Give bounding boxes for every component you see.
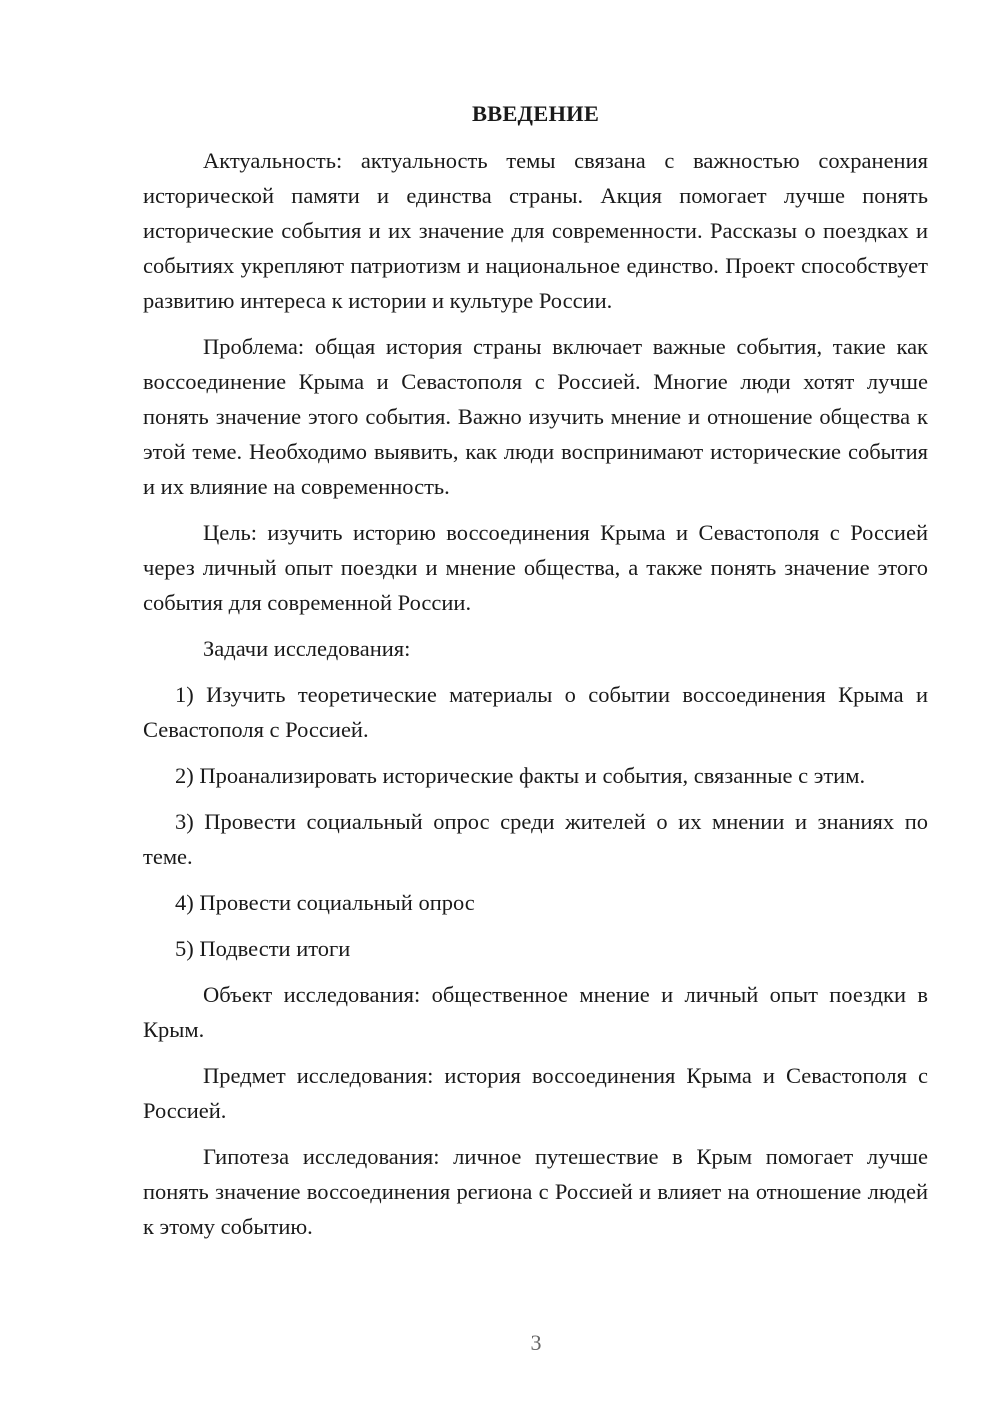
task-item: 4) Провести социальный опрос bbox=[175, 890, 475, 915]
hypothesis-paragraph: Гипотеза исследования: личное путешествие в Крым помогает лучше понять значение воссоединения региона с Россией и влияет на отношение людей к этому событию. bbox=[143, 1144, 928, 1239]
problem-paragraph: Проблема: общая история страны включает важные события, такие как воссоединение Крыма и Севастополя с Россией. Многие люди хотят лучше понять значение этого события. Важно изучить мнение и отношение общества к этой теме. Необходимо выявить, как люди воспринимают исторические события и их влияние на современность. bbox=[143, 334, 928, 499]
subject-paragraph: Предмет исследования: история воссоединения Крыма и Севастополя с Россией. bbox=[143, 1063, 928, 1123]
tasks-heading: Задачи исследования: bbox=[203, 636, 411, 661]
task-item: 1) Изучить теоретические материалы о событии воссоединения Крыма и Севастополя с Россией. bbox=[143, 682, 928, 742]
object-paragraph: Объект исследования: общественное мнение и личный опыт поездки в Крым. bbox=[143, 982, 928, 1042]
goal-paragraph: Цель: изучить историю воссоединения Крыма и Севастополя с Россией через личный опыт поездки и мнение общества, а также понять значение этого события для современной России. bbox=[143, 520, 928, 615]
relevance-paragraph: Актуальность: актуальность темы связана с важностью сохранения исторической памяти и единства страны. Акция помогает лучше понять исторические события и их значение для современности. Рассказы о поездках и событиях укрепляют патриотизм и национальное единство. Проект способствует развитию интереса к истории и культуре России. bbox=[143, 148, 928, 313]
page-number: 3 bbox=[530, 1330, 542, 1355]
task-item: 3) Провести социальный опрос среди жителей о их мнении и знаниях по теме. bbox=[143, 809, 928, 869]
section-title: ВВЕДЕНИЕ bbox=[471, 101, 600, 126]
document-page bbox=[143, 96, 928, 1255]
task-item: 5) Подвести итоги bbox=[175, 936, 351, 961]
task-item: 2) Проанализировать исторические факты и события, связанные с этим. bbox=[175, 763, 866, 788]
